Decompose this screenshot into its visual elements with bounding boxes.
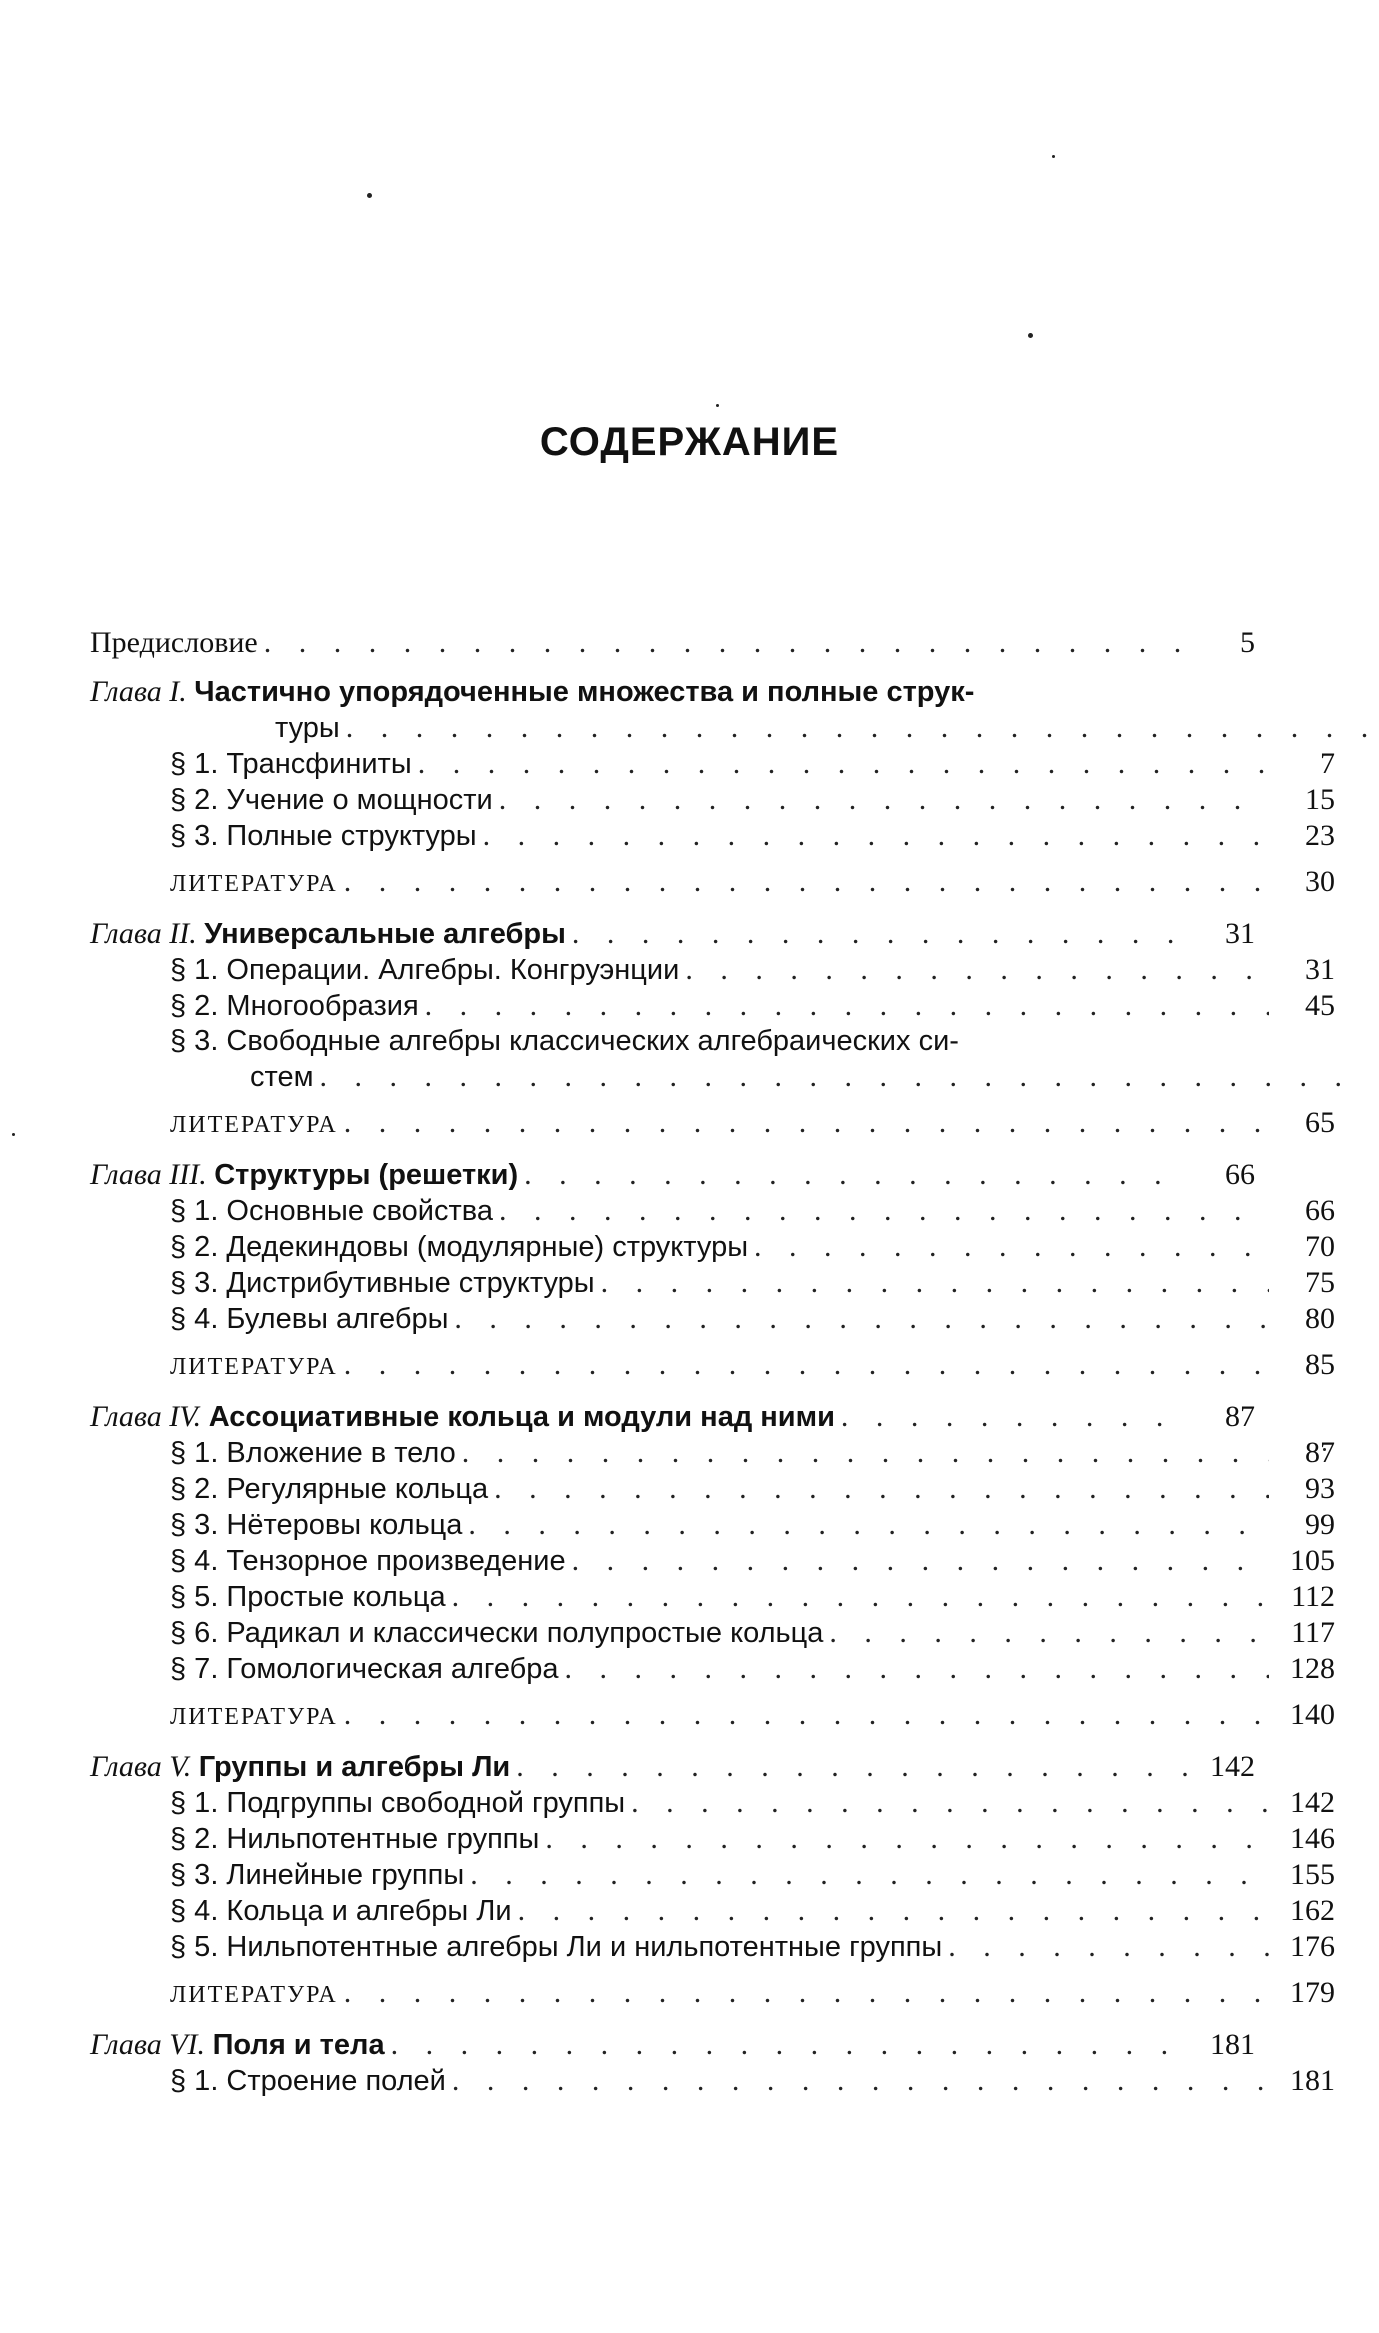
toc-section[interactable] (90, 1543, 1335, 1579)
toc-section[interactable] (90, 1193, 1335, 1229)
toc-entry-label: ЛИТЕРАТУРА (170, 1112, 338, 1138)
toc-section[interactable] (90, 1651, 1335, 1687)
chapter-number: Глава V. (90, 1750, 192, 1783)
toc-page-number: 7 (1320, 747, 1335, 780)
toc-chapter-6 (90, 2027, 1335, 2099)
toc-page-number: 66 (1305, 1194, 1335, 1227)
toc-page-number: 45 (1305, 989, 1335, 1022)
chapter-title: Группы и алгебры Ли (198, 1751, 511, 1783)
chapter-number: Глава III. (90, 1158, 207, 1191)
scan-speck (367, 193, 372, 198)
toc-page-number: 70 (1305, 1230, 1335, 1263)
leader-dots (494, 1471, 1269, 1506)
toc-page-number: 23 (1305, 819, 1335, 852)
leader-dots (572, 1543, 1269, 1578)
scan-speck (716, 404, 719, 407)
page-title: СОДЕРЖАНИЕ (539, 420, 840, 464)
toc-section[interactable] (90, 1785, 1335, 1821)
leader-dots (454, 1301, 1269, 1336)
leader-dots (572, 916, 1189, 951)
leader-dots (829, 1615, 1269, 1650)
toc-page-number: 80 (1305, 1302, 1335, 1335)
toc-chapter-2 (90, 916, 1335, 1143)
toc-section[interactable] (90, 1821, 1335, 1857)
toc-entry-label: § 4. Булевы алгебры (170, 1303, 449, 1335)
leader-dots (468, 1507, 1269, 1542)
toc-entry-label-cont: стем (250, 1061, 314, 1093)
toc-page-number: 30 (1305, 865, 1335, 898)
toc-entry-label: § 3. Дистрибутивные структуры (170, 1267, 595, 1299)
toc-page-number: 181 (1210, 2028, 1255, 2061)
toc-entry-label: ЛИТЕРАТУРА (170, 1354, 338, 1380)
toc-entry-label: ЛИТЕРАТУРА (170, 871, 338, 897)
toc-section[interactable] (90, 1024, 1335, 1059)
leader-dots (391, 2027, 1189, 2062)
toc-chapter-5 (90, 1749, 1335, 2013)
leader-dots (344, 1697, 1269, 1732)
toc-entry-label: § 2. Многообразия (170, 990, 419, 1022)
toc-chapter-1 (90, 674, 1335, 902)
toc-entry-label: § 1. Строение полей (170, 2065, 446, 2097)
toc-entry-label: § 1. Операции. Алгебры. Конгруэнции (170, 954, 680, 986)
toc-page-number: 99 (1305, 1508, 1335, 1541)
toc-entry-label: § 6. Радикал и классически полупростые кольца (170, 1617, 824, 1649)
toc-entry-label: § 7. Гомологическая алгебра (170, 1653, 559, 1685)
toc-entry-label: § 2. Нильпотентные группы (170, 1823, 540, 1855)
toc-section[interactable] (90, 746, 1335, 782)
toc-section[interactable] (90, 1615, 1335, 1651)
toc-literature[interactable] (90, 1975, 1335, 2013)
scan-speck (1052, 155, 1055, 158)
leader-dots (462, 1435, 1269, 1470)
chapter-title: Структуры (решетки) (214, 1159, 519, 1191)
leader-dots (499, 1193, 1269, 1228)
toc-page-number: 179 (1290, 1976, 1335, 2009)
leader-dots (346, 710, 1374, 745)
chapter-title: Ассоциативные кольца и модули над ними (208, 1401, 835, 1433)
chapter-title: Частично упорядоченные множества и полные струк- (194, 676, 975, 708)
toc-page-number: 128 (1290, 1652, 1335, 1685)
toc-entry-label: § 4. Тензорное произведение (170, 1545, 566, 1577)
toc-page-number: 85 (1305, 1348, 1335, 1381)
toc-page-number: 112 (1291, 1580, 1335, 1613)
toc-entry-label: § 2. Дедекиндовы (модулярные) структуры (170, 1231, 749, 1263)
toc-entry-label: § 1. Вложение в тело (170, 1437, 456, 1469)
toc-chapter-4 (90, 1399, 1335, 1735)
leader-dots (524, 1157, 1189, 1192)
leader-dots (499, 782, 1269, 817)
toc-section[interactable] (90, 1857, 1335, 1893)
toc-section[interactable] (90, 1435, 1335, 1471)
leader-dots (545, 1821, 1269, 1856)
toc-literature[interactable] (90, 1347, 1335, 1385)
toc-literature[interactable] (90, 1105, 1335, 1143)
toc-page-number: 117 (1291, 1616, 1335, 1649)
toc-section[interactable] (90, 1301, 1335, 1337)
toc-entry-label: § 1. Трансфиниты (170, 748, 412, 780)
toc-page-number: 31 (1305, 953, 1335, 986)
leader-dots (418, 746, 1269, 781)
toc-page-number: 15 (1305, 783, 1335, 816)
toc-section[interactable] (90, 1507, 1335, 1543)
toc-chapter-heading[interactable] (90, 1399, 1255, 1435)
toc-entry-label: § 1. Основные свойства (170, 1195, 493, 1227)
toc-entry-label: ЛИТЕРАТУРА (170, 1704, 338, 1730)
toc-chapter-3 (90, 1157, 1335, 1385)
leader-dots (754, 1229, 1269, 1264)
toc-page-number: 66 (1225, 1158, 1255, 1191)
toc-page-number: 146 (1290, 1822, 1335, 1855)
toc-section[interactable] (90, 988, 1335, 1024)
leader-dots (483, 818, 1269, 853)
leader-dots (425, 988, 1269, 1023)
toc-page-number: 155 (1290, 1858, 1335, 1891)
toc-entry-label: § 3. Нётеровы кольца (170, 1509, 463, 1541)
toc-entry-label: § 5. Нильпотентные алгебры Ли и нильпотентные группы (170, 1931, 943, 1963)
chapter-title-cont: туры (275, 712, 340, 744)
toc-preface[interactable] (90, 625, 1255, 660)
toc-page-number (1349, 1059, 1379, 1094)
toc-entry-label: § 2. Регулярные кольца (170, 1473, 489, 1505)
toc-entry-label: § 3. Линейные группы (170, 1859, 465, 1891)
toc-page-number: 176 (1290, 1930, 1335, 1963)
scan-speck (12, 1133, 15, 1136)
toc-section[interactable] (90, 1229, 1335, 1265)
chapter-number: Глава I. (90, 675, 187, 708)
toc-literature[interactable] (90, 864, 1335, 902)
toc-page-number: 87 (1305, 1436, 1335, 1469)
toc-chapter-heading-cont[interactable] (90, 710, 1379, 746)
toc-section[interactable] (90, 1471, 1335, 1507)
table-of-contents (90, 625, 1335, 2099)
leader-dots (685, 952, 1269, 987)
leader-dots (516, 1749, 1189, 1784)
toc-page-number: 162 (1290, 1894, 1335, 1927)
chapter-number: Глава VI. (90, 2028, 206, 2061)
toc-page-number: 75 (1305, 1266, 1335, 1299)
leader-dots (948, 1929, 1269, 1964)
leader-dots (264, 625, 1189, 660)
leader-dots (470, 1857, 1269, 1892)
chapter-title: Поля и тела (212, 2029, 385, 2061)
leader-dots (518, 1893, 1269, 1928)
toc-page-number: 31 (1225, 917, 1255, 950)
toc-chapter-heading[interactable] (90, 674, 1255, 710)
toc-section-cont[interactable] (90, 1059, 1379, 1095)
toc-section[interactable] (90, 818, 1335, 854)
toc-page-number: 87 (1225, 1400, 1255, 1433)
toc-entry-label: Предисловие (90, 626, 258, 659)
toc-chapter-heading[interactable] (90, 916, 1255, 952)
leader-dots (344, 1105, 1269, 1140)
leader-dots (320, 1059, 1349, 1094)
toc-literature[interactable] (90, 1697, 1335, 1735)
toc-section[interactable] (90, 1265, 1335, 1301)
toc-page-number: 93 (1305, 1472, 1335, 1505)
leader-dots (344, 1975, 1269, 2010)
leader-dots (452, 1579, 1269, 1614)
toc-chapter-heading[interactable] (90, 1157, 1255, 1193)
leader-dots (841, 1399, 1189, 1434)
toc-page-number: 181 (1290, 2064, 1335, 2097)
chapter-title: Универсальные алгебры (204, 918, 566, 950)
toc-chapter-heading[interactable] (90, 1749, 1255, 1785)
toc-entry-label: § 1. Подгруппы свободной группы (170, 1787, 626, 1819)
toc-section[interactable] (90, 1893, 1335, 1929)
toc-page-number: 65 (1305, 1106, 1335, 1139)
toc-page-number: 140 (1290, 1698, 1335, 1731)
leader-dots (565, 1651, 1269, 1686)
toc-page-number: 5 (1240, 626, 1255, 659)
toc-entry-label: § 3. Полные структуры (170, 820, 477, 852)
toc-entry-label: ЛИТЕРАТУРА (170, 1982, 338, 2008)
leader-dots (631, 1785, 1269, 1820)
toc-page-number: 142 (1210, 1750, 1255, 1783)
chapter-number: Глава II. (90, 917, 197, 950)
chapter-number: Глава IV. (90, 1400, 202, 1433)
leader-dots (452, 2063, 1269, 2098)
toc-entry-label: § 2. Учение о мощности (170, 784, 493, 816)
toc-entry-label: § 3. Свободные алгебры классических алгебраических си- (170, 1025, 959, 1057)
leader-dots (344, 1347, 1269, 1382)
toc-entry-label: § 4. Кольца и алгебры Ли (170, 1895, 512, 1927)
toc-page-number (1374, 710, 1379, 745)
toc-page-number: 105 (1290, 1544, 1335, 1577)
toc-section[interactable] (90, 1579, 1335, 1615)
leader-dots (601, 1265, 1269, 1300)
toc-page-number: 142 (1290, 1786, 1335, 1819)
leader-dots (344, 864, 1269, 899)
toc-section[interactable] (90, 2063, 1335, 2099)
toc-entry-label: § 5. Простые кольца (170, 1581, 446, 1613)
toc-chapter-heading[interactable] (90, 2027, 1255, 2063)
scan-speck (1028, 333, 1033, 338)
toc-section[interactable] (90, 952, 1335, 988)
toc-section[interactable] (90, 1929, 1335, 1965)
toc-section[interactable] (90, 782, 1335, 818)
